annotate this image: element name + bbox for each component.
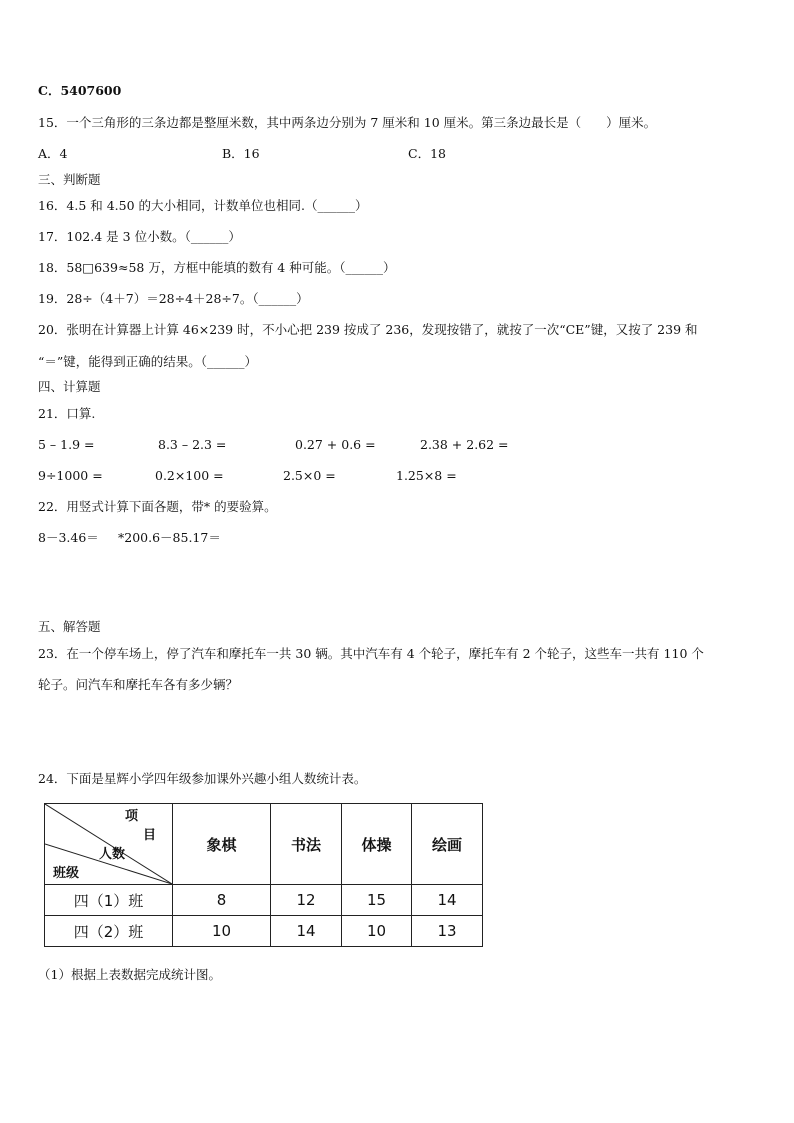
q15-option-c: C．18	[408, 146, 446, 161]
question-22: 22．用竖式计算下面各题，带* 的要验算。	[38, 499, 277, 514]
vertical-calc-item: *200.6－85.17＝	[118, 530, 221, 545]
question-23-line1: 23．在一个停车场上，停了汽车和摩托车一共 30 辆。其中汽车有 4 个轮子，摩托车有 2 个轮子，这些车一共有 110 个	[38, 646, 704, 661]
header-calligraphy: 书法	[271, 804, 342, 885]
section-5-heading: 五、解答题	[38, 619, 101, 634]
diag-label-people: 人数	[99, 847, 126, 862]
diag-label-item-1: 项	[125, 809, 139, 824]
question-18: 18．58□639≈58 万，方框中能填的数有 4 种可能。（______）	[38, 260, 396, 275]
vertical-calc-item: 8－3.46＝	[38, 530, 99, 545]
question-20-line1: 20．张明在计算器上计算 46×239 时，不小心把 239 按成了 236，发现按错了，就按了一次“CE”键，又按了 239 和	[38, 322, 698, 337]
oral-calc-item: 9÷1000 =	[38, 468, 103, 483]
section-4-heading: 四、计算题	[38, 379, 101, 394]
table-row	[45, 916, 483, 947]
row-label: 四（2）班	[45, 916, 173, 947]
question-15: 15．一个三角形的三条边都是整厘米数，其中两条边分别为 7 厘米和 10 厘米。第三条边最长是（ ）厘米。	[38, 115, 657, 130]
section-3-heading: 三、判断题	[38, 172, 101, 187]
question-24-part-1: （1）根据上表数据完成统计图。	[38, 967, 221, 982]
question-16: 16．4.5 和 4.50 的大小相同，计数单位也相同.（______）	[38, 198, 368, 213]
header-painting: 绘画	[412, 804, 483, 885]
oral-calc-item: 5 – 1.9 =	[38, 437, 95, 452]
header-gymnastics: 体操	[342, 804, 412, 885]
table-cell: 10	[173, 916, 271, 947]
question-19: 19．28÷（4＋7）＝28÷4＋28÷7。（______）	[38, 291, 309, 306]
oral-calc-item: 2.38 + 2.62 =	[420, 437, 509, 452]
question-17: 17．102.4 是 3 位小数。（______）	[38, 229, 241, 244]
question-23-line2: 轮子。问汽车和摩托车各有多少辆？	[38, 677, 239, 692]
oral-calc-item: 0.27 + 0.6 =	[295, 437, 376, 452]
question-21: 21．口算.	[38, 406, 96, 421]
question-24: 24．下面是星辉小学四年级参加课外兴趣小组人数统计表。	[38, 771, 367, 786]
table-cell: 13	[412, 916, 483, 947]
diag-label-class: 班级	[53, 866, 80, 881]
table-cell: 14	[271, 916, 342, 947]
oral-calc-item: 2.5×0 =	[283, 468, 336, 483]
table-cell: 14	[412, 885, 483, 916]
oral-calc-item: 0.2×100 =	[155, 468, 224, 483]
option-c-q14: C．5407600	[38, 83, 122, 98]
q15-option-b: B．16	[222, 146, 260, 161]
diag-label-item-2: 目	[143, 828, 157, 843]
table-cell: 15	[342, 885, 412, 916]
oral-calc-item: 1.25×8 =	[396, 468, 457, 483]
table-cell: 10	[342, 916, 412, 947]
diagonal-header-cell	[45, 804, 173, 885]
oral-calc-item: 8.3 – 2.3 =	[158, 437, 227, 452]
table-row	[45, 885, 483, 916]
stats-table	[44, 803, 483, 947]
table-cell: 8	[173, 885, 271, 916]
question-20-line2: “＝”键，能得到正确的结果。（______）	[38, 354, 258, 369]
header-chess: 象棋	[173, 804, 271, 885]
table-cell: 12	[271, 885, 342, 916]
row-label: 四（1）班	[45, 885, 173, 916]
q15-option-a: A．4	[38, 146, 68, 161]
